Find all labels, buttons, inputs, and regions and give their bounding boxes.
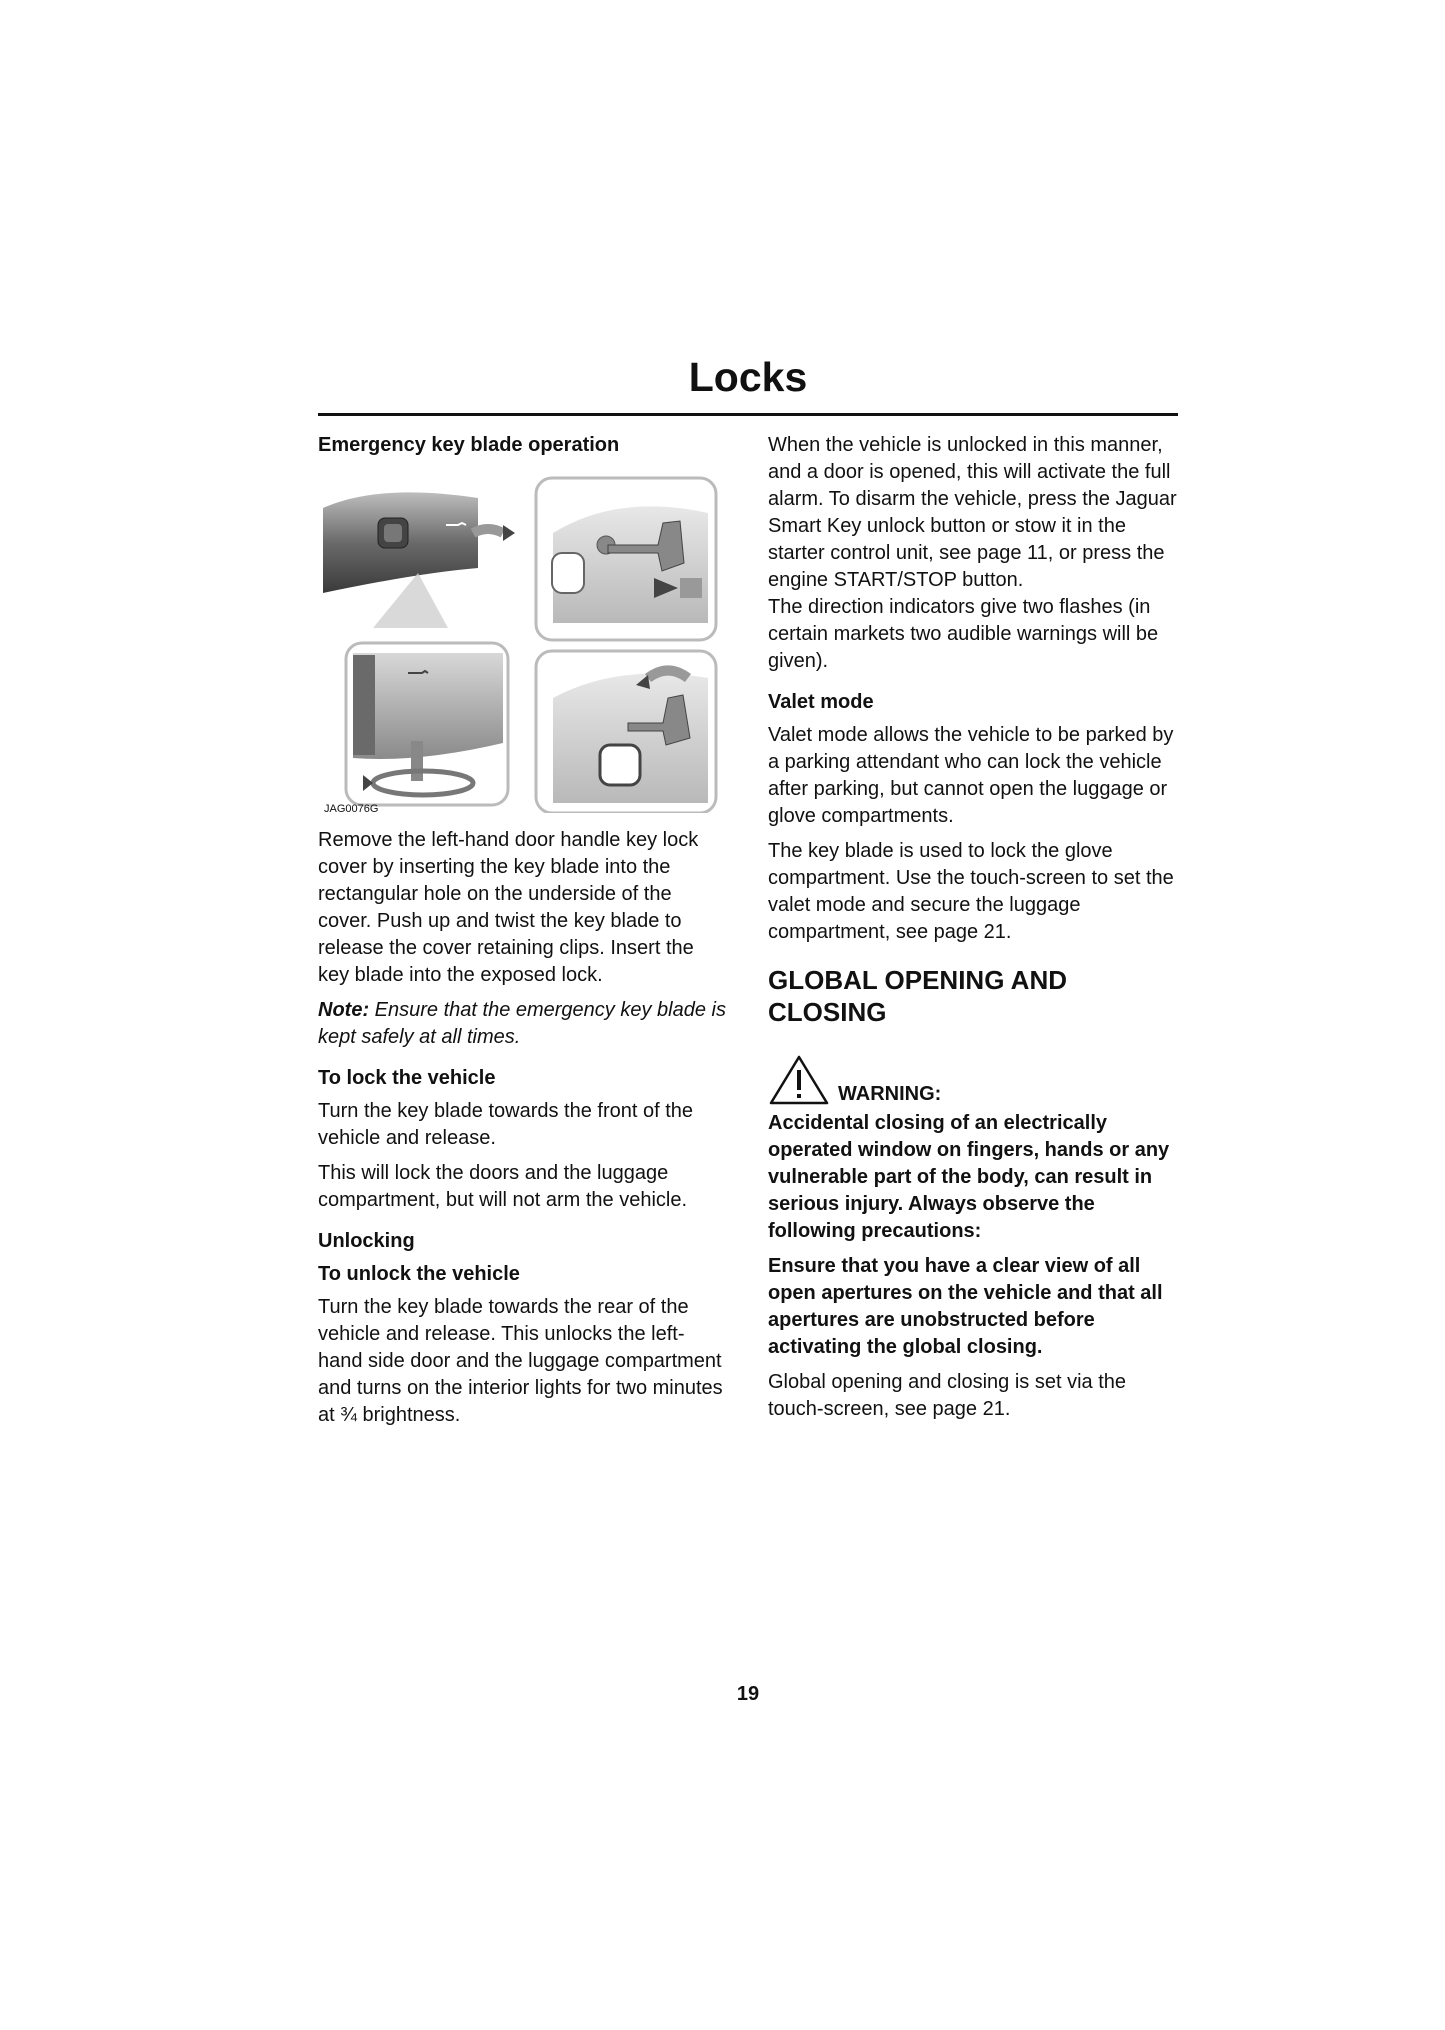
heading-global-opening: GLOBAL OPENING AND CLOSING xyxy=(768,965,1068,1027)
para-alarm: When the vehicle is unlocked in this manner, and a door is opened, this will activate the full alarm. To disarm the vehicle, press the Jaguar Smart Key unlock button or stow it in the starter control unit, see page 11, or press the engine START/STOP button. xyxy=(768,434,1177,591)
key-insert-panel xyxy=(536,478,716,640)
left-column xyxy=(318,432,728,1437)
heading-lock-vehicle: To lock the vehicle xyxy=(318,1067,496,1089)
right-column xyxy=(768,432,1178,1431)
heading-emergency-key: Emergency key blade operation xyxy=(318,434,620,456)
title-rule xyxy=(318,413,1178,416)
figure-code: JAG0076G xyxy=(324,803,379,815)
page-number: 19 xyxy=(736,1683,760,1705)
page-title: Locks xyxy=(688,354,808,400)
note-label: Note: xyxy=(318,999,370,1021)
warning-text-2: Ensure that you have a clear view of all open apertures on the vehicle and that all apertures are unobstructed before activating the global closing. xyxy=(768,1255,1163,1358)
key-blade-diagram xyxy=(318,473,728,813)
para-unlock: Turn the key blade towards the rear of the vehicle and release. This unlocks the left-hand side door and the luggage compartment and turns on the interior lights for two minutes at ¾ brightness. xyxy=(318,1296,723,1426)
para-indicators: The direction indicators give two flashes (in certain markets two audible warnings will be given). xyxy=(768,596,1159,672)
door-handle-panel xyxy=(323,492,515,628)
key-turn-panel xyxy=(536,651,716,813)
warning-triangle-icon xyxy=(768,1054,830,1106)
para-lock-1: Turn the key blade towards the front of the vehicle and release. xyxy=(318,1100,694,1149)
heading-unlocking: Unlocking xyxy=(318,1230,415,1252)
para-valet-1: Valet mode allows the vehicle to be parked by a parking attendant who can lock the vehicle after parking, but cannot open the luggage or glove compartments. xyxy=(768,724,1174,827)
heading-unlock-vehicle: To unlock the vehicle xyxy=(318,1263,520,1285)
heading-valet-mode: Valet mode xyxy=(768,691,874,713)
para-lock-2: This will lock the doors and the luggage compartment, but will not arm the vehicle. xyxy=(318,1162,688,1211)
warning-header xyxy=(768,1046,1178,1106)
para-remove-cover: Remove the left-hand door handle key lock cover by inserting the key blade into the rectangular hole on the underside of the cover. Push up and twist the key blade to release the cover retaining clips. Insert the key blade into the exposed lock. xyxy=(318,829,699,986)
note-text: Ensure that the emergency key blade is kept safely at all times. xyxy=(318,999,726,1048)
cover-removal-panel xyxy=(346,643,508,805)
note xyxy=(318,997,728,1051)
para-valet-2: The key blade is used to lock the glove compartment. Use the touch-screen to set the valet mode and secure the luggage compartment, see page 21. xyxy=(768,840,1174,943)
para-global: Global opening and closing is set via the touch-screen, see page 21. xyxy=(768,1371,1127,1420)
key-blade-illustration xyxy=(318,473,728,823)
warning-text-1: Accidental closing of an electrically operated window on fingers, hands or any vulnerable part of the body, can result in serious injury. Always observe the following precautions: xyxy=(768,1112,1170,1242)
warning-label: WARNING: xyxy=(838,1083,942,1105)
